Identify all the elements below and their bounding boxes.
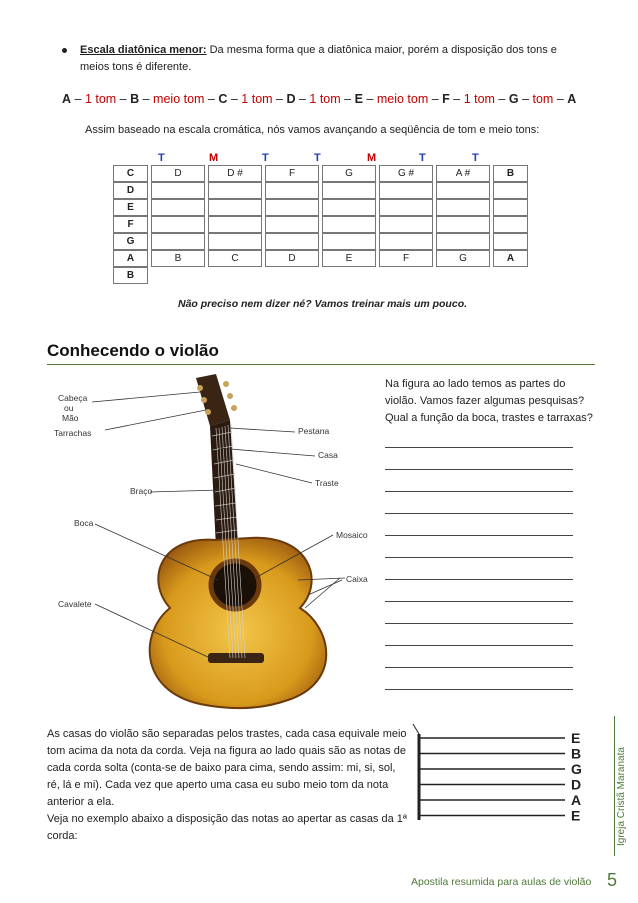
tone-mark: T [472,152,479,164]
table-row [113,216,528,233]
scale-dash: – [71,92,85,106]
label-casa: Casa [318,450,338,460]
label-braco: Braço [130,486,153,496]
scale-dash: – [295,92,310,106]
table-cell [322,199,376,216]
casas-explanation [47,726,407,845]
scale-interval: meio tom [153,92,205,106]
table-cell-last [493,233,528,250]
table-cell [151,182,205,199]
tone-mark: M [209,152,219,164]
scale-dash: – [227,92,242,106]
table-cell: D [151,165,205,182]
scale-interval: meio tom [376,92,429,106]
minor-scale-sequence [62,92,576,106]
row-label: B [113,267,148,284]
scale-interval: 1 tom [241,92,273,106]
scale-dash: – [449,92,464,106]
scale-dash: – [340,92,355,106]
scale-note: G [508,92,519,106]
table-cell [151,233,205,250]
string-note-label: A [571,792,582,808]
table-cell: D # [208,165,262,182]
row-label: F [113,216,148,233]
scale-note: D [286,92,296,106]
table-cell-last: A [493,250,528,267]
table-cell [265,182,319,199]
open-strings-diagram [405,722,595,822]
table-cell [151,199,205,216]
footer-text: Apostila resumida para aulas de violão [411,876,592,888]
label-tarrachas: Tarrachas [54,428,92,438]
label-cavalete: Cavalete [58,599,92,609]
scale-note: F [442,92,450,106]
table-row [113,250,528,267]
table-cell [151,216,205,233]
scale-interval: 1 tom [309,92,341,106]
table-cell: G [436,250,490,267]
scale-note: A [567,92,577,106]
scale-dash: – [272,92,287,106]
chromatic-table [113,165,528,284]
table-cell [436,216,490,233]
table-cell: E [322,250,376,267]
answer-line [385,623,573,624]
row-label: D [113,182,148,199]
string-note-label: G [571,761,582,777]
casas-paragraph-1: As casas do violão são separadas pelos trastes, cada casa equivale meio tom acima da nota da corda. Veja na figura ao lado quais são as notas de cada corda solta (conta-se de baixo para cima, sendo assim: mi, si, sol, ré, lá e mi). Cada vez que aperto uma casa eu subo meio tom da nota anterior a ela. [47,728,407,808]
table-cell: G # [379,165,433,182]
table-row [113,233,528,250]
table-cell [265,216,319,233]
bullet-body: Da mesma forma que a diatônica maior, porém a disposição dos tons e meios tons é diferente. [80,44,557,73]
table-cell [322,216,376,233]
label-ou: ou [64,403,74,413]
label-boca: Boca [74,518,94,528]
guitar-diagram [50,370,380,710]
label-cabeca: Cabeça [58,393,88,403]
practice-note: Não preciso nem dizer né? Vamos treinar mais um pouco. [178,298,468,310]
scale-interval: 1 tom [84,92,117,106]
string-note-label: D [571,776,582,793]
answer-line [385,667,573,668]
bullet-dot [62,48,67,53]
answer-line [385,469,573,470]
table-cell: F [379,250,433,267]
table-cell [379,199,433,216]
scale-note: B [130,92,140,106]
page-number: 5 [607,870,618,890]
answer-line [385,447,573,448]
guitar-neck-shape [210,420,238,548]
string-note-label: B [571,745,582,762]
scale-dash: – [204,92,219,106]
scale-note: E [354,92,363,106]
table-cell: B [151,250,205,267]
table-cell-last [493,199,528,216]
table-cell [208,216,262,233]
label-mao: Mão [62,413,79,423]
table-cell [208,199,262,216]
table-cell [265,233,319,250]
table-cell [379,233,433,250]
table-cell-last [493,216,528,233]
casas-paragraph-2: Veja no exemplo abaixo a disposição das notas ao apertar as casas da 1ª corda: [47,813,407,842]
scale-dash: – [428,92,443,106]
scale-dash: – [553,92,568,106]
table-row [113,182,528,199]
scale-dash: – [518,92,533,106]
row-label: A [113,250,148,267]
scale-note: A [62,92,72,106]
answer-line [385,689,573,690]
tone-mark: T [158,152,165,164]
table-cell [322,233,376,250]
table-row [113,267,528,284]
row-label: E [113,199,148,216]
table-cell: G [322,165,376,182]
scale-interval: tom [532,92,554,106]
label-pestana: Pestana [298,426,330,436]
section-title: Conhecendo o violão [47,341,219,360]
table-cell [436,199,490,216]
scale-dash: – [494,92,509,106]
intro-text: Assim baseado na escala cromática, nós vamos avançando a seqüência de tom e meio tons: [85,124,540,136]
table-cell [379,182,433,199]
table-cell [436,233,490,250]
section-divider [47,364,595,365]
table-cell: D [265,250,319,267]
table-cell [265,199,319,216]
table-cell [322,182,376,199]
scale-dash: – [362,92,377,106]
label-mosaico: Mosaico [336,530,368,540]
string-note-label: E [571,730,581,746]
table-cell [208,182,262,199]
label-caixa: Caixa [346,574,368,584]
table-cell [379,216,433,233]
tone-mark: T [262,152,269,164]
row-label: C [113,165,148,182]
table-cell-last [493,182,528,199]
table-cell-last: B [493,165,528,182]
string-note-label: E [571,807,581,822]
sound-hole-shape [211,561,259,609]
answer-line [385,579,573,580]
bullet-text-block [80,42,582,76]
scale-note: C [218,92,228,106]
label-traste: Traste [315,478,339,488]
table-row [113,199,528,216]
row-label: G [113,233,148,250]
tone-mark: T [419,152,426,164]
answer-line [385,535,573,536]
table-cell [208,233,262,250]
scale-dash: – [139,92,154,106]
answer-line [385,513,573,514]
bullet-item [62,42,582,76]
table-cell [436,182,490,199]
church-side-label [604,720,634,848]
tone-mark: M [367,152,377,164]
table-cell: C [208,250,262,267]
bullet-title: Escala diatônica menor: [80,44,207,56]
answer-line [385,557,573,558]
research-question: Na figura ao lado temos as partes do violão. Vamos fazer algumas pesquisas? Qual a função da boca, trastes e tarraxas? [385,378,593,424]
scale-dash: – [116,92,131,106]
table-cell: F [265,165,319,182]
scale-interval: 1 tom [463,92,495,106]
answer-line [385,645,573,646]
table-row [113,165,528,182]
tone-mark: T [314,152,321,164]
table-cell: A # [436,165,490,182]
answer-line [385,601,573,602]
side-label-text: Igreja Cristã Maranata [616,747,627,846]
answer-line [385,491,573,492]
